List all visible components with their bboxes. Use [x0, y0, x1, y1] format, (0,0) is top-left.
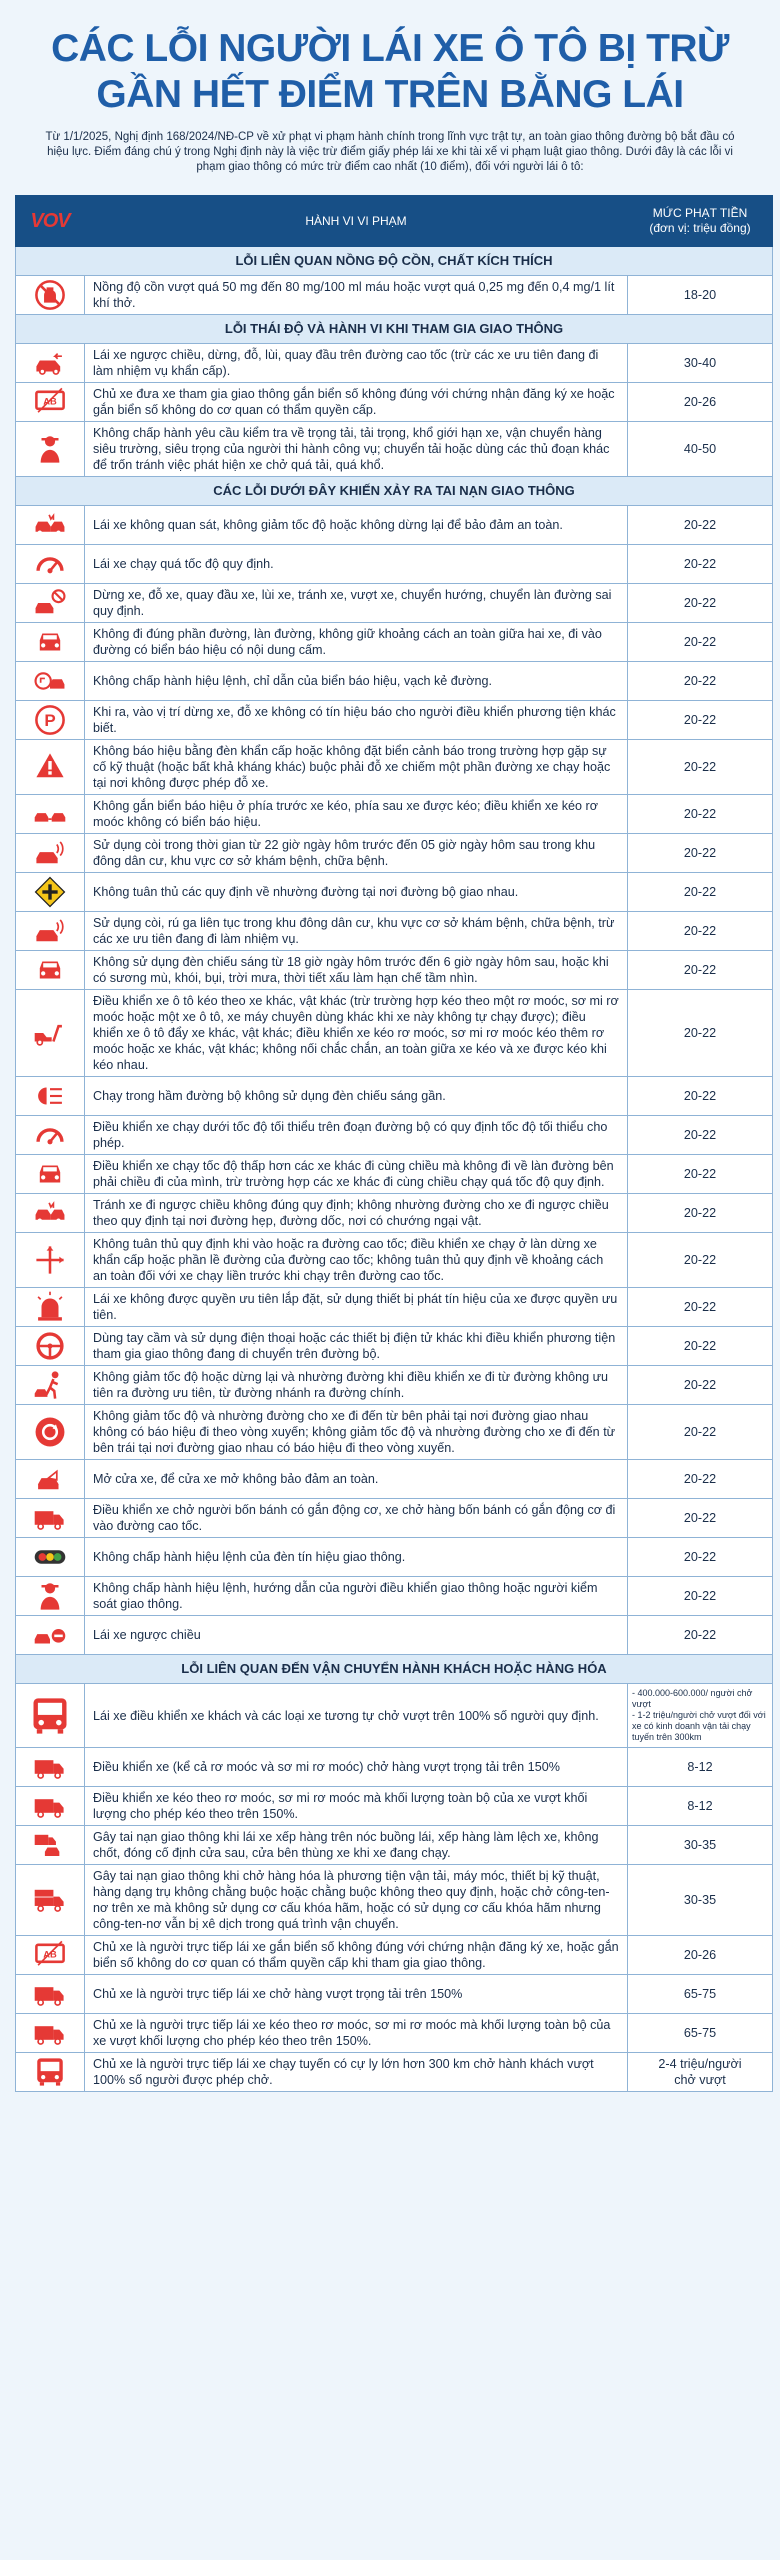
penalty-value: 20-26	[628, 1936, 773, 1975]
penalty-value: 8-12	[628, 1787, 773, 1826]
icon-cell	[16, 276, 85, 315]
title-line-1: CÁC LỖI NGƯỜI LÁI XE Ô TÔ BỊ TRỪ	[51, 27, 729, 70]
icon-cell	[16, 383, 85, 422]
no-alcohol-icon	[33, 278, 67, 312]
title-line-2: GẦN HẾT ĐIỂM TRÊN BẰNG LÁI	[96, 73, 684, 116]
truck-icon	[33, 2016, 67, 2050]
penalty-value: 8-12	[628, 1748, 773, 1787]
icon-cell	[16, 1538, 85, 1577]
violation-text: Không gắn biển báo hiệu ở phía trước xe kéo, phía sau xe được kéo; điều khiển xe kéo rơ moóc không có biển báo hiệu.	[85, 795, 628, 834]
car-front-icon	[33, 625, 67, 659]
table-row	[16, 1405, 773, 1460]
table-row	[16, 422, 773, 477]
violation-text: Điều khiển xe ô tô kéo theo xe khác, vật khác (trừ trường hợp kéo theo một rơ moóc, sơ mi rơ moóc hoặc một xe ô tô, xe máy chuyên dùng khác khi xe này không tự chạy được); điều khiển xe ô tô đẩy xe khác, vật khác; điều khiển xe kéo rơ moóc, sơ mi rơ moóc kéo thêm rơ moóc hoặc xe khác, vật khác; không nối chắc chắn, an toàn giữa xe kéo và xe được kéo khi kéo nhau.	[85, 990, 628, 1077]
penalty-value: 20-22	[628, 795, 773, 834]
section-title: CÁC LỖI DƯỚI ĐÂY KHIẾN XẢY RA TAI NẠN GIAO THÔNG	[16, 477, 773, 506]
intro-paragraph: Từ 1/1/2025, Nghị định 168/2024/NĐ-CP về xử phạt vi phạm hành chính trong lĩnh vực trật tự, an toàn giao thông đường bộ bắt đầu có hiệu lực. Điểm đáng chú ý trong Nghị định này là việc trừ điểm giấy phép lái xe khi tài xế vi phạm luật giao thông. Dưới đây là các lỗi vi phạm giao thông có mức trừ điểm cao nhất (10 điểm), đối với người lái ô tô:	[45, 131, 735, 173]
penalty-value: 20-22	[628, 584, 773, 623]
violation-text: Gây tai nạn giao thông khi lái xe xếp hàng trên nóc buồng lái, xếp hàng làm lệch xe, không chốt, đóng cố định cửa sau, cửa bên thùng xe khi xe đang chạy.	[85, 1826, 628, 1865]
violation-text: Chủ xe đưa xe tham gia giao thông gắn biển số không đúng với chứng nhận đăng ký xe hoặc gắn biển số không do cơ quan có thẩm quyền cấp.	[85, 383, 628, 422]
car-crash-icon	[33, 508, 67, 542]
penalty-value: 65-75	[628, 2014, 773, 2053]
violation-text: Gây tai nạn giao thông khi chở hàng hóa là phương tiện vận tải, máy móc, thiết bị kỹ thuật, hàng dạng trụ không chằng buộc hoặc chằng buộc không theo quy định, hoặc chở công-ten-nơ trên xe mà không sử dụng cơ cấu khóa hãm, hoặc có sử dụng cơ cấu khóa hãm nhưng công-ten-nơ vẫn bị xê dịch trong quá trình vận chuyển.	[85, 1865, 628, 1936]
penalty-value: 20-22	[628, 834, 773, 873]
bus-icon	[28, 1694, 72, 1738]
table-row	[16, 740, 773, 795]
violation-text: Dùng tay cầm và sử dụng điện thoại hoặc các thiết bị điện tử khác khi điều khiển phương tiện tham gia giao thông đang di chuyển trên đường bộ.	[85, 1327, 628, 1366]
parking-sign-icon	[33, 703, 67, 737]
section-header-row	[16, 477, 773, 506]
table-row	[16, 2014, 773, 2053]
header	[0, 0, 780, 183]
violation-text: Nồng độ cồn vượt quá 50 mg đến 80 mg/100 ml máu hoặc vượt quá 0,25 mg đến 0,4 mg/1 lít khí thở.	[85, 276, 628, 315]
penalty-line: chở vượt	[674, 2073, 726, 2087]
car-horn-icon	[33, 914, 67, 948]
table-row	[16, 1787, 773, 1826]
penalty-header-unit: (đơn vị: triệu đồng)	[649, 221, 751, 235]
penalty-value: 30-35	[628, 1826, 773, 1865]
phone-driving-icon	[33, 1329, 67, 1363]
no-turn-sign-icon	[33, 664, 67, 698]
violation-text: Sử dụng còi trong thời gian từ 22 giờ ngày hôm trước đến 05 giờ ngày hôm sau trong khu đông dân cư, khu vực cơ sở khám bệnh, chữa bệnh.	[85, 834, 628, 873]
icon-cell	[16, 1155, 85, 1194]
section-header-row	[16, 1655, 773, 1684]
violation-text: Không chấp hành hiệu lệnh, chỉ dẫn của biển báo hiệu, vạch kẻ đường.	[85, 662, 628, 701]
violations-table	[15, 195, 773, 2092]
car-horn-icon	[33, 836, 67, 870]
icon-cell	[16, 2014, 85, 2053]
violation-text: Mở cửa xe, để cửa xe mở không bảo đảm an toàn.	[85, 1460, 628, 1499]
icon-cell	[16, 1327, 85, 1366]
penalty-value: 40-50	[628, 422, 773, 477]
roundabout-sign-icon	[33, 1415, 67, 1449]
icon-cell	[16, 740, 85, 795]
no-entry-sign-icon	[33, 385, 67, 419]
violation-text: Điều khiển xe chở người bốn bánh có gắn động cơ, xe chở hàng bốn bánh có gắn động cơ đi vào đường cao tốc.	[85, 1499, 628, 1538]
logo-cell	[16, 196, 85, 247]
headlight-icon	[33, 1079, 67, 1113]
violation-text: Không tuân thủ các quy định về nhường đường tại nơi đường bộ giao nhau.	[85, 873, 628, 912]
table-row	[16, 1077, 773, 1116]
column-header-violation: HÀNH VI VI PHẠM	[85, 196, 628, 247]
table-row	[16, 584, 773, 623]
table-row	[16, 1288, 773, 1327]
icon-cell	[16, 1194, 85, 1233]
table-row	[16, 662, 773, 701]
truck-crash-icon	[33, 1828, 67, 1862]
penalty-value: 20-22	[628, 623, 773, 662]
violation-text: Sử dụng còi, rú ga liên tục trong khu đông dân cư, khu vực cơ sở khám bệnh, chữa bệnh, trừ các xe ưu tiên đang đi làm nhiệm vụ.	[85, 912, 628, 951]
table-row	[16, 990, 773, 1077]
penalty-value: 20-22	[628, 951, 773, 990]
icon-cell	[16, 701, 85, 740]
violation-text: Không giảm tốc độ và nhường đường cho xe đi đến từ bên phải tại nơi đường giao nhau không có báo hiệu đi theo vòng xuyến; không giảm tốc độ và nhường đường cho xe đi đến từ bên trái tại nơi đường giao nhau có báo hiệu đi theo vòng xuyến.	[85, 1405, 628, 1460]
penalty-value: 20-22	[628, 1233, 773, 1288]
table-row	[16, 1865, 773, 1936]
icon-cell	[16, 795, 85, 834]
section-title: LỖI LIÊN QUAN ĐẾN VẬN CHUYỂN HÀNH KHÁCH HOẶC HÀNG HÓA	[16, 1655, 773, 1684]
violation-text: Chủ xe là người trực tiếp lái xe chở hàng vượt trọng tải trên 150%	[85, 1975, 628, 2014]
icon-cell	[16, 662, 85, 701]
table-body	[16, 247, 773, 2092]
icon-cell	[16, 1405, 85, 1460]
intersection-sign-icon	[33, 875, 67, 909]
violation-text: Điều khiển xe chạy tốc độ thấp hơn các xe khác đi cùng chiều mà không đi về làn đường bên phải chiều đi của mình, trừ trường hợp các xe khác đi cùng chiều chạy quá tốc độ quy định.	[85, 1155, 628, 1194]
penalty-value: 20-26	[628, 383, 773, 422]
icon-cell	[16, 1460, 85, 1499]
icon-cell	[16, 1936, 85, 1975]
icon-cell	[16, 2053, 85, 2092]
open-door-icon	[33, 1462, 67, 1496]
violation-text: Không tuân thủ quy định khi vào hoặc ra đường cao tốc; điều khiển xe chạy ở làn dừng xe khẩn cấp hoặc phần lề đường của đường cao tốc; không tuân thủ quy định về khoảng cách an toàn đối với xe chạy liền trước khi chạy trên đường cao tốc.	[85, 1233, 628, 1288]
warning-triangle-icon	[33, 750, 67, 784]
penalty-value	[628, 1684, 773, 1748]
table-row	[16, 795, 773, 834]
violation-text: Điều khiển xe chạy dưới tốc độ tối thiểu trên đoạn đường bộ có quy định tốc độ tối thiểu cho phép.	[85, 1116, 628, 1155]
penalty-value: 20-22	[628, 1538, 773, 1577]
violation-text: Lái xe không quan sát, không giảm tốc độ hoặc không dừng lại để bảo đảm an toàn.	[85, 506, 628, 545]
table-row	[16, 701, 773, 740]
penalty-value: 30-35	[628, 1865, 773, 1936]
table-row	[16, 1233, 773, 1288]
violation-text: Không chấp hành yêu cầu kiểm tra về trọng tải, tải trọng, khổ giới hạn xe, vận chuyển hàng siêu trường, siêu trọng của người thi hành công vụ; chuyển tải hoặc dùng các thủ đoạn khác để trốn tránh việc phát hiện xe chở quá tải, quá khổ.	[85, 422, 628, 477]
penalty-value: 20-22	[628, 990, 773, 1077]
section-title: LỖI THÁI ĐỘ VÀ HÀNH VI KHI THAM GIA GIAO THÔNG	[16, 315, 773, 344]
penalty-value: 20-22	[628, 1460, 773, 1499]
table-row	[16, 344, 773, 383]
table-row	[16, 1616, 773, 1655]
icon-cell	[16, 873, 85, 912]
icon-cell	[16, 506, 85, 545]
penalty-value: 20-22	[628, 912, 773, 951]
penalty-line: - 400.000-600.000/ người chở vượt	[632, 1688, 753, 1709]
table-row	[16, 834, 773, 873]
table-row	[16, 1116, 773, 1155]
penalty-value: 30-40	[628, 344, 773, 383]
icon-cell	[16, 1787, 85, 1826]
no-entry-car-icon	[33, 1618, 67, 1652]
section-header-row	[16, 315, 773, 344]
icon-cell	[16, 834, 85, 873]
icon-cell	[16, 1288, 85, 1327]
table-row	[16, 383, 773, 422]
column-header-penalty	[628, 196, 773, 247]
table-row	[16, 1499, 773, 1538]
icon-cell	[16, 1684, 85, 1748]
icon-cell	[16, 951, 85, 990]
pedestrian-icon	[33, 1368, 67, 1402]
icon-cell	[16, 1826, 85, 1865]
table-row	[16, 1327, 773, 1366]
table-row	[16, 1194, 773, 1233]
penalty-header-main: MỨC PHẠT TIỀN	[652, 206, 748, 220]
car-crash-icon	[33, 1196, 67, 1230]
table-row	[16, 2053, 773, 2092]
table-row	[16, 1460, 773, 1499]
no-entry-sign-icon	[33, 1938, 67, 1972]
truck-icon	[33, 1501, 67, 1535]
table-row	[16, 1936, 773, 1975]
table-row	[16, 1975, 773, 2014]
table-row	[16, 951, 773, 990]
violation-text: Lái xe chạy quá tốc độ quy định.	[85, 545, 628, 584]
table-row	[16, 873, 773, 912]
violation-text: Chạy trong hầm đường bộ không sử dụng đèn chiếu sáng gần.	[85, 1077, 628, 1116]
icon-cell	[16, 344, 85, 383]
table-row	[16, 1826, 773, 1865]
cargo-truck-icon	[33, 1883, 67, 1917]
violation-text: Chủ xe là người trực tiếp lái xe gắn biển số không đúng với chứng nhận đăng ký xe, hoặc gắn biển số không do cơ quan có thẩm quyền cấp khi tham gia giao thông.	[85, 1936, 628, 1975]
icon-cell	[16, 1616, 85, 1655]
highway-icon	[33, 1243, 67, 1277]
truck-icon	[33, 1789, 67, 1823]
car-front-icon	[33, 1157, 67, 1191]
no-parking-car-icon	[33, 586, 67, 620]
violation-text: Lái xe điều khiển xe khách và các loại xe tương tự chở vượt trên 100% số người quy định.	[85, 1684, 628, 1748]
violation-text: Tránh xe đi ngược chiều không đúng quy định; không nhường đường cho xe đi ngược chiều theo quy định tại nơi đường hẹp, đường dốc, nơi có chướng ngại vật.	[85, 1194, 628, 1233]
truck-icon	[33, 1750, 67, 1784]
penalty-value: 20-22	[628, 1366, 773, 1405]
violation-text: Khi ra, vào vị trí dừng xe, đỗ xe không có tín hiệu báo cho người điều khiển phương tiện khác biết.	[85, 701, 628, 740]
violation-text: Không đi đúng phần đường, làn đường, không giữ khoảng cách an toàn giữa hai xe, đi vào đường có biển báo hiệu có nội dung cấm.	[85, 623, 628, 662]
penalty-line: 2-4 triệu/người	[658, 2057, 742, 2071]
penalty-line: - 1-2 triệu/người chở vượt đối với xe có kinh doanh vận tải chạy tuyến trên 300km	[632, 1710, 766, 1742]
table-row	[16, 276, 773, 315]
penalty-value: 20-22	[628, 740, 773, 795]
icon-cell	[16, 584, 85, 623]
icon-cell	[16, 1499, 85, 1538]
violation-text: Không báo hiệu bằng đèn khẩn cấp hoặc không đặt biển cảnh báo trong trường hợp gặp sự cố kỹ thuật (hoặc bất khả kháng khác) buộc phải đỗ xe chiếm một phần đường xe chạy hoặc tại nơi không được phép đỗ xe.	[85, 740, 628, 795]
violation-text: Điều khiển xe kéo theo rơ moóc, sơ mi rơ moóc mà khối lượng toàn bộ của xe vượt khối lượng cho phép kéo theo trên 150%.	[85, 1787, 628, 1826]
icon-cell	[16, 1233, 85, 1288]
icon-cell	[16, 1077, 85, 1116]
violation-text: Không chấp hành hiệu lệnh, hướng dẫn của người điều khiển giao thông hoặc người kiểm soát giao thông.	[85, 1577, 628, 1616]
truck-icon	[33, 1977, 67, 2011]
section-header-row	[16, 247, 773, 276]
violation-text: Điều khiển xe (kể cả rơ moóc và sơ mi rơ moóc) chở hàng vượt trọng tải trên 150%	[85, 1748, 628, 1787]
penalty-value: 20-22	[628, 545, 773, 584]
table-row	[16, 1684, 773, 1748]
svg-text:AB: AB	[43, 1949, 57, 1960]
car-reverse-icon	[33, 346, 67, 380]
icon-cell	[16, 912, 85, 951]
penalty-value: 20-22	[628, 1405, 773, 1460]
penalty-value: 20-22	[628, 1499, 773, 1538]
table-row	[16, 912, 773, 951]
icon-cell	[16, 1577, 85, 1616]
penalty-value: 20-22	[628, 873, 773, 912]
penalty-value: 20-22	[628, 506, 773, 545]
table-header-row	[16, 196, 773, 247]
traffic-light-icon	[33, 1540, 67, 1574]
violation-text: Chủ xe là người trực tiếp lái xe kéo theo rơ moóc, sơ mi rơ moóc mà khối lượng toàn bộ của xe vượt khối lượng cho phép kéo theo trên 150%.	[85, 2014, 628, 2053]
icon-cell	[16, 1865, 85, 1936]
penalty-value: 20-22	[628, 1155, 773, 1194]
violation-text: Lái xe ngược chiều	[85, 1616, 628, 1655]
penalty-value: 20-22	[628, 701, 773, 740]
table-row	[16, 1577, 773, 1616]
penalty-value: 18-20	[628, 276, 773, 315]
car-front-icon	[33, 953, 67, 987]
violation-text: Dừng xe, đỗ xe, quay đầu xe, lùi xe, tránh xe, vượt xe, chuyển hướng, chuyển làn đường sai quy định.	[85, 584, 628, 623]
violation-text: Không sử dụng đèn chiếu sáng từ 18 giờ ngày hôm trước đến 6 giờ ngày hôm sau, hoặc khi có sương mù, khói, bụi, trời mưa, thời tiết xấu làm hạn chế tầm nhìn.	[85, 951, 628, 990]
siren-icon	[33, 1290, 67, 1324]
penalty-value: 20-22	[628, 1194, 773, 1233]
bus-icon	[33, 2055, 67, 2089]
table-row	[16, 545, 773, 584]
tow-car-icon	[33, 797, 67, 831]
svg-text:P: P	[44, 710, 56, 730]
penalty-value: 20-22	[628, 1116, 773, 1155]
violation-text: Lái xe không được quyền ưu tiên lắp đặt, sử dụng thiết bị phát tín hiệu của xe được quyền ưu tiên.	[85, 1288, 628, 1327]
icon-cell	[16, 623, 85, 662]
violation-text: Không giảm tốc độ hoặc dừng lại và nhường đường khi điều khiển xe đi từ đường không ưu tiên ra đường ưu tiên, từ đường nhánh ra đường chính.	[85, 1366, 628, 1405]
speedometer-icon	[33, 1118, 67, 1152]
penalty-value: 20-22	[628, 1288, 773, 1327]
violation-text: Không chấp hành hiệu lệnh của đèn tín hiệu giao thông.	[85, 1538, 628, 1577]
icon-cell	[16, 1975, 85, 2014]
speedometer-icon	[33, 547, 67, 581]
table-row	[16, 1748, 773, 1787]
tow-truck-icon	[33, 1016, 67, 1050]
icon-cell	[16, 545, 85, 584]
penalty-value: 20-22	[628, 662, 773, 701]
vov-logo: VOV	[30, 209, 70, 232]
police-officer-icon	[33, 432, 67, 466]
table-row	[16, 1366, 773, 1405]
penalty-value: 20-22	[628, 1077, 773, 1116]
icon-cell	[16, 990, 85, 1077]
table-row	[16, 1538, 773, 1577]
penalty-value: 20-22	[628, 1327, 773, 1366]
penalty-value	[628, 2053, 773, 2092]
icon-cell	[16, 1366, 85, 1405]
table-row	[16, 506, 773, 545]
icon-cell	[16, 1748, 85, 1787]
violation-text: Chủ xe là người trực tiếp lái xe chạy tuyến có cự ly lớn hơn 300 km chở hành khách vượt 100% số người được phép chở.	[85, 2053, 628, 2092]
penalty-value: 20-22	[628, 1616, 773, 1655]
page-title	[20, 26, 760, 118]
svg-text:AB: AB	[43, 396, 57, 407]
penalty-value: 20-22	[628, 1577, 773, 1616]
penalty-value: 65-75	[628, 1975, 773, 2014]
table-row	[16, 623, 773, 662]
violation-text: Lái xe ngược chiều, dừng, đỗ, lùi, quay đầu trên đường cao tốc (trừ các xe ưu tiên đang đi làm nhiệm vụ khẩn cấp).	[85, 344, 628, 383]
section-title: LỖI LIÊN QUAN NỒNG ĐỘ CỒN, CHẤT KÍCH THÍCH	[16, 247, 773, 276]
icon-cell	[16, 1116, 85, 1155]
icon-cell	[16, 422, 85, 477]
police-officer-icon	[33, 1579, 67, 1613]
table-row	[16, 1155, 773, 1194]
